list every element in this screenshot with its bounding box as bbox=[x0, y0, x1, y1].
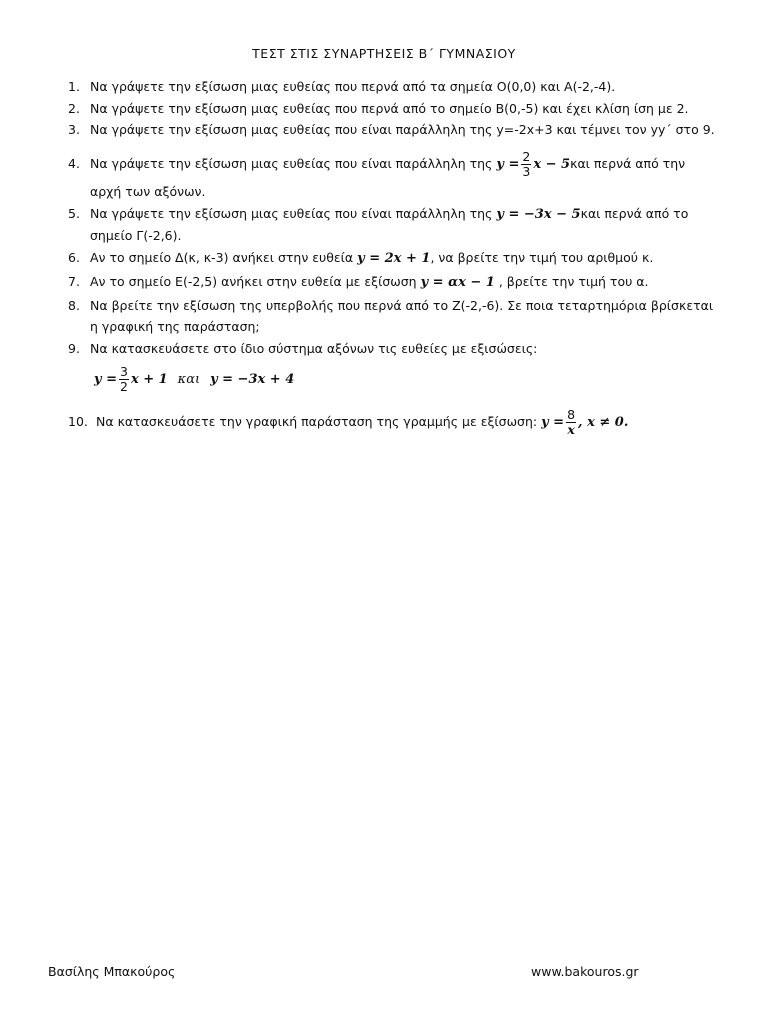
question-8-line-2: η γραφική της παράσταση; bbox=[90, 319, 260, 334]
question-5 bbox=[68, 204, 728, 225]
question-text-cont: και περνά από την bbox=[570, 156, 686, 171]
question-text: Να γράψετε την εξίσωση μιας ευθείας που περνά από το σημείο Β(0,-5) και έχει κλίση ίση με 2. bbox=[90, 101, 689, 116]
question-number: 3. bbox=[68, 122, 80, 137]
equation-2: y = −3x + 4 bbox=[210, 372, 295, 387]
question-number: 1. bbox=[68, 79, 80, 94]
fraction bbox=[521, 150, 531, 179]
equation: y = 2x + 1 bbox=[357, 251, 431, 266]
question-text-cont: και περνά από το bbox=[580, 206, 689, 221]
question-3 bbox=[68, 120, 728, 140]
question-text: Να γράψετε την εξίσωση μιας ευθείας που είναι παράλληλη της y=-2x+3 και τέμνει τον yy΄ στο 9. bbox=[90, 122, 715, 137]
question-9 bbox=[68, 339, 728, 359]
question-5-line-2: σημείο Γ(-2,6). bbox=[90, 228, 182, 243]
equation: y = −3x − 5 bbox=[496, 207, 581, 222]
question-10 bbox=[68, 408, 728, 437]
conjunction: και bbox=[177, 372, 201, 387]
question-number: 5. bbox=[68, 206, 80, 221]
question-number: 6. bbox=[68, 250, 80, 265]
question-number: 8. bbox=[68, 298, 80, 313]
question-text: Αν το σημείο Ε(-2,5) ανήκει στην ευθεία με εξίσωση bbox=[90, 274, 417, 289]
question-text: Να κατασκευάσετε στο ίδιο σύστημα αξόνων τις ευθείες με εξισώσεις: bbox=[90, 341, 538, 356]
fraction-numerator: 3 bbox=[119, 364, 128, 379]
question-text: Να κατασκευάσετε την γραφική παράσταση της γραμμής με εξίσωση: bbox=[96, 414, 538, 429]
question-text-cont: , βρείτε την τιμή του α. bbox=[498, 274, 649, 289]
question-4-line-2: αρχή των αξόνων. bbox=[90, 184, 206, 199]
question-2 bbox=[68, 99, 728, 119]
question-number: 2. bbox=[68, 101, 80, 116]
fraction-numerator: 2 bbox=[522, 149, 531, 164]
question-1 bbox=[68, 77, 728, 97]
equation: y = αx − 1 bbox=[420, 275, 495, 290]
question-8 bbox=[68, 296, 728, 316]
question-number: 10. bbox=[68, 414, 88, 429]
question-number: 7. bbox=[68, 274, 80, 289]
fraction bbox=[566, 408, 576, 437]
question-6 bbox=[68, 248, 728, 269]
fraction-denominator: 3 bbox=[522, 164, 531, 179]
equation-1-lhs: y = bbox=[94, 372, 117, 387]
question-text: Να βρείτε την εξίσωση της υπερβολής που περνά από το Ζ(-2,-6). Σε ποια τεταρτημόρια βρίσκεται bbox=[90, 298, 714, 313]
fraction-denominator: 2 bbox=[119, 379, 128, 394]
footer-website: www.bakouros.gr bbox=[531, 964, 639, 979]
question-4 bbox=[68, 150, 728, 179]
equation-1-rest: x + 1 bbox=[130, 372, 168, 387]
fraction-numerator: 8 bbox=[567, 407, 576, 422]
page-title: ΤΕΣΤ ΣΤΙΣ ΣΥΝΑΡΤΗΣΕΙΣ Β΄ ΓΥΜΝΑΣΙΟΥ bbox=[252, 46, 516, 61]
question-9-equations bbox=[94, 365, 294, 394]
equation-rest: x − 5 bbox=[533, 157, 571, 172]
question-text: Αν το σημείο Δ(κ, κ-3) ανήκει στην ευθεία bbox=[90, 250, 354, 265]
question-7 bbox=[68, 272, 728, 293]
equation-lhs: y = bbox=[541, 415, 565, 430]
question-text-cont: , να βρείτε την τιμή του αριθμού κ. bbox=[430, 250, 654, 265]
question-number: 4. bbox=[68, 156, 80, 171]
question-text: Να γράψετε την εξίσωση μιας ευθείας που είναι παράλληλη της bbox=[90, 206, 493, 221]
question-number: 9. bbox=[68, 341, 80, 356]
equation-lhs: y = bbox=[496, 157, 520, 172]
question-text: Να γράψετε την εξίσωση μιας ευθείας που περνά από τα σημεία Ο(0,0) και Α(-2,-4). bbox=[90, 79, 616, 94]
footer-author: Βασίλης Μπακούρος bbox=[48, 964, 176, 979]
question-text: Να γράψετε την εξίσωση μιας ευθείας που είναι παράλληλη της bbox=[90, 156, 493, 171]
equation-rest: , x ≠ 0. bbox=[578, 415, 629, 430]
fraction-denominator: x bbox=[567, 422, 575, 437]
fraction bbox=[119, 365, 129, 394]
